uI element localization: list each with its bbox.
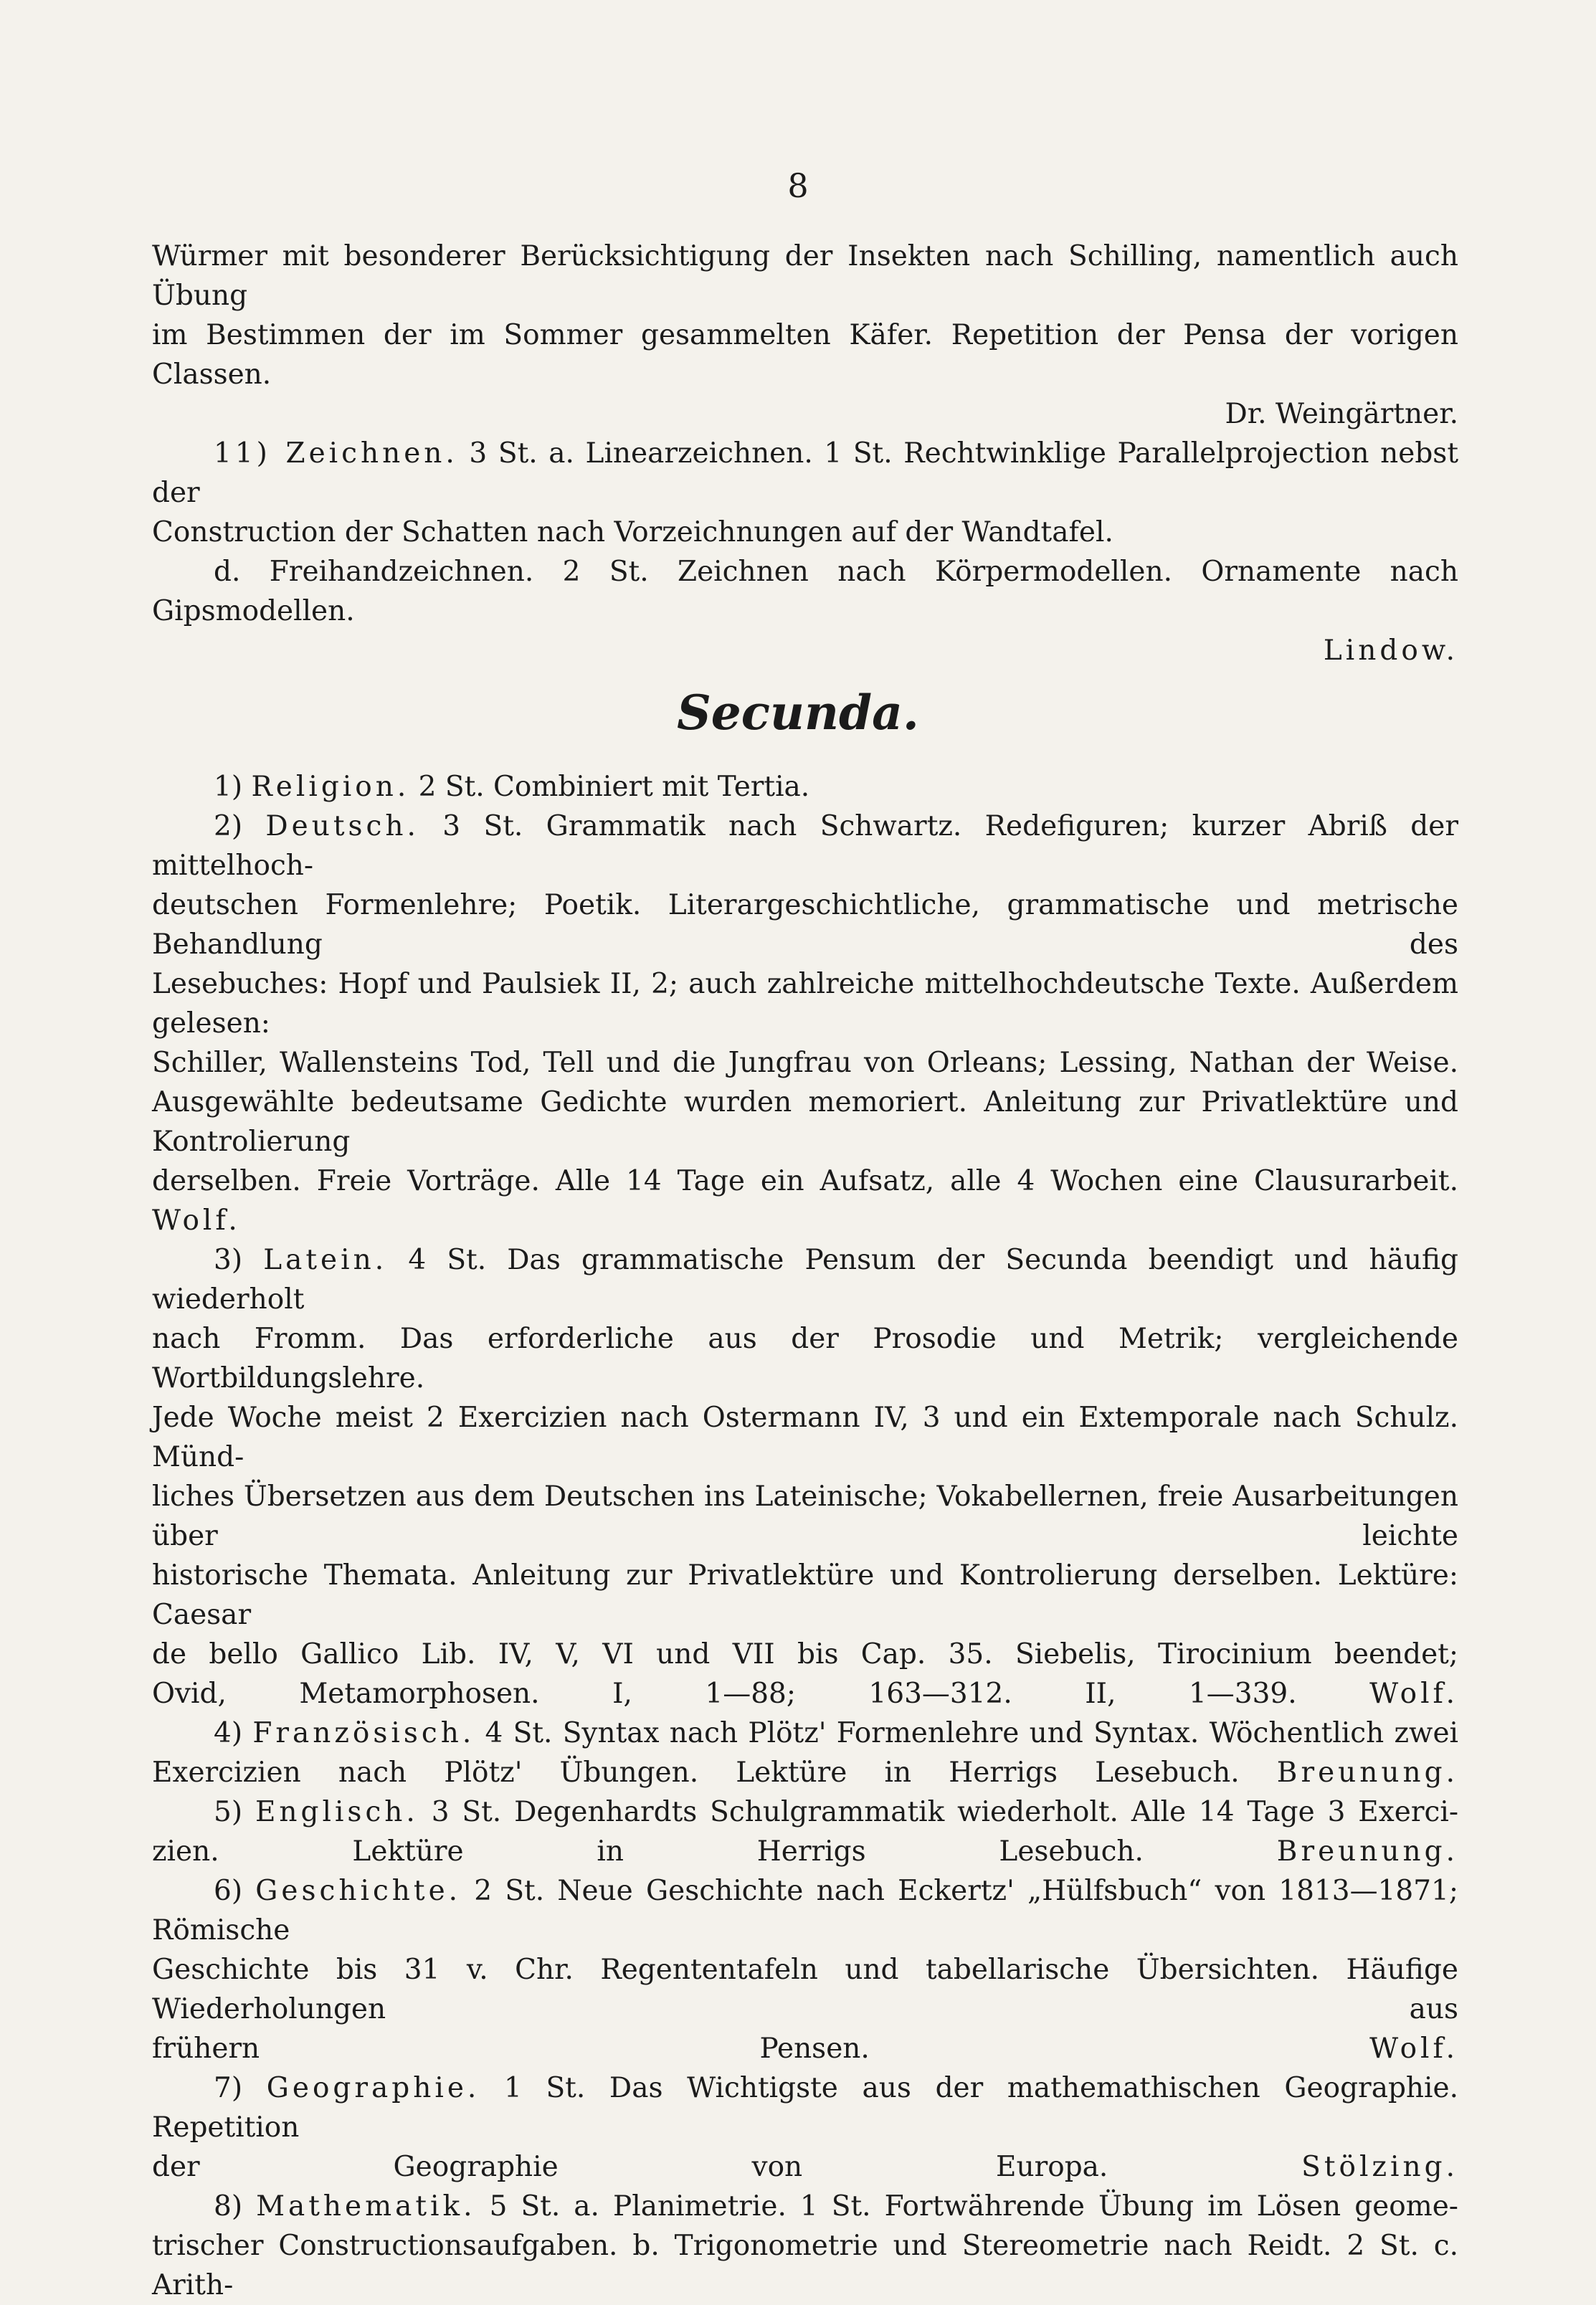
item-number: 3) bbox=[214, 1244, 243, 1276]
top-section bbox=[152, 237, 1458, 670]
paragraph-geographie bbox=[152, 2068, 1458, 2147]
text-line: 2 St. Combiniert mit Tertia. bbox=[409, 771, 810, 803]
text-line: Construction der Schatten nach Vorzeichnungen auf der Wandtafel. bbox=[152, 516, 1113, 548]
text-line: Ausgewählte bedeutsame Gedichte wurden memoriert. Anleitung zur Privatlektüre und Kontrolierung bbox=[152, 1086, 1458, 1158]
item-number: 2) bbox=[214, 810, 243, 842]
subject-name: Latein. bbox=[263, 1244, 388, 1276]
item-number: 1) bbox=[214, 771, 243, 803]
text-line: 4 St. Syntax nach Plötz' Formenlehre und Syntax. Wöchentlich zwei bbox=[475, 1717, 1458, 1749]
signature: Lindow. bbox=[1323, 635, 1458, 667]
text-line: de bello Gallico Lib. IV, V, VI und VII bis Cap. 35. Siebelis, Tirocinium beendet; bbox=[152, 1638, 1458, 1670]
item-number: 4) bbox=[214, 1717, 243, 1749]
subject-name: Französisch. bbox=[252, 1717, 475, 1749]
text-line: der Geographie von Europa. bbox=[152, 2151, 1108, 2183]
item-number: 6) bbox=[214, 1875, 243, 1907]
text-line: Lesebuches: Hopf und Paulsiek II, 2; auch zahlreiche mittelhochdeutsche Texte. Außerdem gelesen: bbox=[152, 968, 1458, 1040]
text-line: deutschen Formenlehre; Poetik. Literargeschichtliche, grammatische und metrische Behandlung des bbox=[152, 889, 1458, 961]
item-number: 8) bbox=[214, 2190, 243, 2223]
subject-name: Religion. bbox=[251, 771, 410, 803]
secunda-section bbox=[152, 767, 1458, 2305]
text-line: d. Freihandzeichnen. 2 St. Zeichnen nach Körpermodellen. Ornamente nach Gipsmodellen. bbox=[152, 556, 1458, 627]
text-line: liches Übersetzen aus dem Deutschen ins Lateinische; Vokabellernen, freie Ausarbeitungen über leichte bbox=[152, 1481, 1458, 1552]
text-line: trischer Constructionsaufgaben. b. Trigonometrie und Stereometrie nach Reidt. 2 St. c. Arith- bbox=[152, 2230, 1458, 2301]
text-line: im Bestimmen der im Sommer gesammelten Käfer. Repetition der Pensa der vorigen Classen. bbox=[152, 319, 1458, 391]
text-line: derselben. Freie Vorträge. Alle 14 Tage ein Aufsatz, alle 4 Wochen eine Clausurarbeit. bbox=[152, 1165, 1458, 1197]
text-line-with-signature bbox=[152, 2029, 1458, 2068]
subject-name: 11) Zeichnen. bbox=[214, 437, 458, 470]
item-number: 5) bbox=[214, 1796, 243, 1828]
text-line: historische Themata. Anleitung zur Privatlektüre und Kontrolierung derselben. Lektüre: Caesar bbox=[152, 1559, 1458, 1631]
signature: Breunung. bbox=[1276, 1757, 1458, 1789]
text-line: Exercizien nach Plötz' Übungen. Lektüre in Herrigs Lesebuch. bbox=[152, 1757, 1240, 1789]
signature: Dr. Weingärtner. bbox=[1225, 398, 1458, 430]
text-line-with-signature bbox=[152, 1753, 1458, 1792]
paragraph-geschichte bbox=[152, 1871, 1458, 1950]
subject-name: Deutsch. bbox=[265, 810, 419, 842]
text-line: Jede Woche meist 2 Exercizien nach Ostermann IV, 3 und ein Extemporale nach Schulz. Münd- bbox=[152, 1402, 1458, 1473]
subject-name: Geographie. bbox=[266, 2072, 480, 2104]
subject-name: Englisch. bbox=[255, 1796, 419, 1828]
paragraph-religion bbox=[152, 767, 1458, 807]
signature: Wolf. bbox=[1369, 1678, 1458, 1710]
text-line: 4 St. Das grammatische Pensum der Secunda beendigt und häufig wiederholt bbox=[152, 1244, 1458, 1316]
paragraph-mathematik bbox=[152, 2187, 1458, 2226]
text-line: Schiller, Wallensteins Tod, Tell und die Jungfrau von Orleans; Lessing, Nathan der Weise. bbox=[152, 1047, 1458, 1079]
text-line: zien. Lektüre in Herrigs Lesebuch. bbox=[152, 1835, 1144, 1868]
text-line-with-signature bbox=[152, 2147, 1458, 2187]
paragraph-zeichnen bbox=[152, 434, 1458, 513]
subject-name: Mathematik. bbox=[256, 2190, 476, 2223]
text-line: 3 St. Degenhardts Schulgrammatik wiederholt. Alle 14 Tage 3 Exerci- bbox=[418, 1796, 1458, 1828]
signature: Wolf. bbox=[1369, 2033, 1458, 2065]
text-line: 5 St. a. Planimetrie. 1 St. Fortwährende Übung im Lösen geome- bbox=[475, 2190, 1458, 2223]
paragraph-latein bbox=[152, 1240, 1458, 1319]
text-line-with-signature bbox=[152, 1161, 1458, 1240]
text-line-with-signature bbox=[152, 1674, 1458, 1714]
text-line: 2 St. Neue Geschichte nach Eckertz' „Hülfsbuch“ von 1813—1871; Römische bbox=[152, 1875, 1458, 1947]
paragraph-englisch bbox=[152, 1792, 1458, 1832]
text-line: nach Fromm. Das erforderliche aus der Prosodie und Metrik; vergleichende Wortbildungslehre. bbox=[152, 1323, 1458, 1394]
text-line: Würmer mit besonderer Berücksichtigung der Insekten nach Schilling, namentlich auch Übung bbox=[152, 240, 1458, 312]
signature: Wolf. bbox=[152, 1204, 241, 1237]
paragraph-franzoesisch bbox=[152, 1714, 1458, 1753]
signature: Stölzing. bbox=[1301, 2151, 1458, 2183]
page-number: 8 bbox=[787, 166, 809, 205]
section-title: Secunda. bbox=[677, 685, 919, 741]
text-line-with-signature bbox=[152, 1832, 1458, 1871]
text-line: 3 St. Grammatik nach Schwartz. Redefiguren; kurzer Abriß der mittelhoch- bbox=[152, 810, 1458, 882]
text-line: Ovid, Metamorphosen. I, 1—88; 163—312. II, 1—339. bbox=[152, 1678, 1297, 1710]
text-line: 3 St. a. Linearzeichnen. 1 St. Rechtwinklige Parallelprojection nebst der bbox=[152, 437, 1458, 509]
item-number: 7) bbox=[214, 2072, 243, 2104]
text-line: 1 St. Das Wichtigste aus der mathemathischen Geographie. Repetition bbox=[152, 2072, 1458, 2144]
subject-name: Geschichte. bbox=[255, 1875, 462, 1907]
signature: Breunung. bbox=[1276, 1835, 1458, 1868]
text-line: frühern Pensen. bbox=[152, 2033, 870, 2065]
text-line: Geschichte bis 31 v. Chr. Regententafeln und tabellarische Übersichten. Häufige Wiederholungen aus bbox=[152, 1954, 1458, 2025]
paragraph-deutsch bbox=[152, 807, 1458, 885]
